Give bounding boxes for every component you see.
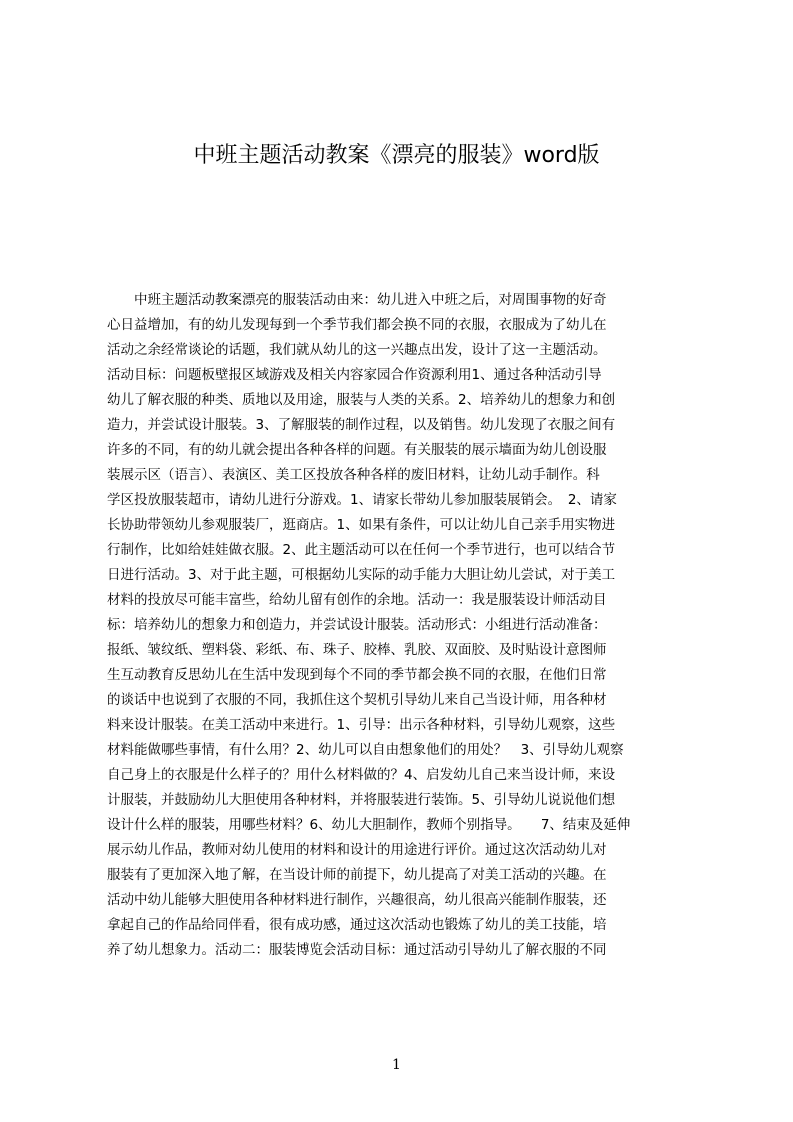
- body-line: 学区投放服装超市，请幼儿进行分游戏。1、请家长带幼儿参加服装展销会。 2、请家: [107, 492, 617, 508]
- body-line: 材料的投放尽可能丰富些，给幼儿留有创作的余地。活动一：我是服装设计师活动目: [107, 592, 607, 608]
- body-line: 设计什么样的服装，用哪些材料？6、幼儿大胆制作，教师个别指导。 7、结束及延伸: [107, 817, 631, 833]
- document-body: [107, 288, 697, 963]
- body-line: 拿起自己的作品给同伴看，很有成功感，通过这次活动也锻炼了幼儿的美工技能，培: [107, 917, 607, 933]
- body-line: 装展示区（语言）、表演区、美工区投放各种各样的废旧材料，让幼儿动手制作。科: [107, 467, 600, 483]
- body-line: 行制作，比如给娃娃做衣服。2、此主题活动可以在任何一个季节进行，也可以结合节: [107, 542, 616, 558]
- body-line: 长协助带领幼儿参观服装厂，逛商店。1、如果有条件，可以让幼儿自己亲手用实物进: [107, 517, 616, 533]
- body-line: 材料能做哪些事情，有什么用？2、幼儿可以自由想象他们的用处？ 3、引导幼儿观察: [107, 742, 624, 758]
- body-line: 计服装，并鼓励幼儿大胆使用各种材料，并将服装进行装饰。5、引导幼儿说说他们想: [107, 792, 616, 808]
- body-line: 心日益增加，有的幼儿发现每到一个季节我们都会换不同的衣服，衣服成为了幼儿在: [107, 317, 607, 333]
- body-line: 活动目标：问题板壁报区域游戏及相关内容家园合作资源利用1、通过各种活动引导: [107, 367, 602, 383]
- body-line: 服装有了更加深入地了解，在当设计师的前提下，幼儿提高了对美工活动的兴趣。在: [107, 867, 607, 883]
- body-line: 许多的不同，有的幼儿就会提出各种各样的问题。有关服装的展示墙面为幼儿创设服: [107, 442, 607, 458]
- body-line: 中班主题活动教案漂亮的服装活动由来：幼儿进入中班之后，对周围事物的好奇: [107, 292, 607, 308]
- body-line: 养了幼儿想象力。活动二：服装博览会活动目标：通过活动引导幼儿了解衣服的不同: [107, 942, 607, 958]
- body-line: 活动中幼儿能够大胆使用各种材料进行制作，兴趣很高，幼儿很高兴能制作服装，还: [107, 892, 607, 908]
- page-number: 1: [392, 1057, 401, 1073]
- body-line: 报纸、皱纹纸、塑料袋、彩纸、布、珠子、胶棒、乳胶、双面胶、及时贴设计意图师: [107, 642, 607, 658]
- document-title: 中班主题活动教案《漂亮的服装》word版: [193, 143, 600, 168]
- body-line: 的谈话中也说到了衣服的不同，我抓住这个契机引导幼儿来自己当设计师，用各种材: [107, 692, 607, 708]
- body-line: 活动之余经常谈论的话题，我们就从幼儿的这一兴趣点出发，设计了这一主题活动。: [107, 342, 607, 358]
- body-line: 生互动教育反思幼儿在生活中发现到每个不同的季节都会换不同的衣服，在他们日常: [107, 667, 607, 683]
- body-line: 展示幼儿作品，教师对幼儿使用的材料和设计的用途进行评价。通过这次活动幼儿对: [107, 842, 607, 858]
- body-line: 料来设计服装。在美工活动中来进行。1、引导：出示各种材料，引导幼儿观察，这些: [107, 717, 616, 733]
- body-line: 标：培养幼儿的想象力和创造力，并尝试设计服装。活动形式：小组进行活动准备：: [107, 617, 607, 633]
- body-line: 自己身上的衣服是什么样子的？用什么材料做的？4、启发幼儿自己来当设计师，来设: [107, 767, 616, 783]
- body-line: 造力，并尝试设计服装。3、了解服装的制作过程，以及销售。幼儿发现了衣服之间有: [107, 417, 616, 433]
- body-line: 日进行活动。3、对于此主题，可根据幼儿实际的动手能力大胆让幼儿尝试，对于美工: [107, 567, 616, 583]
- body-line: 幼儿了解衣服的种类、质地以及用途，服装与人类的关系。2、培养幼儿的想象力和创: [107, 392, 616, 408]
